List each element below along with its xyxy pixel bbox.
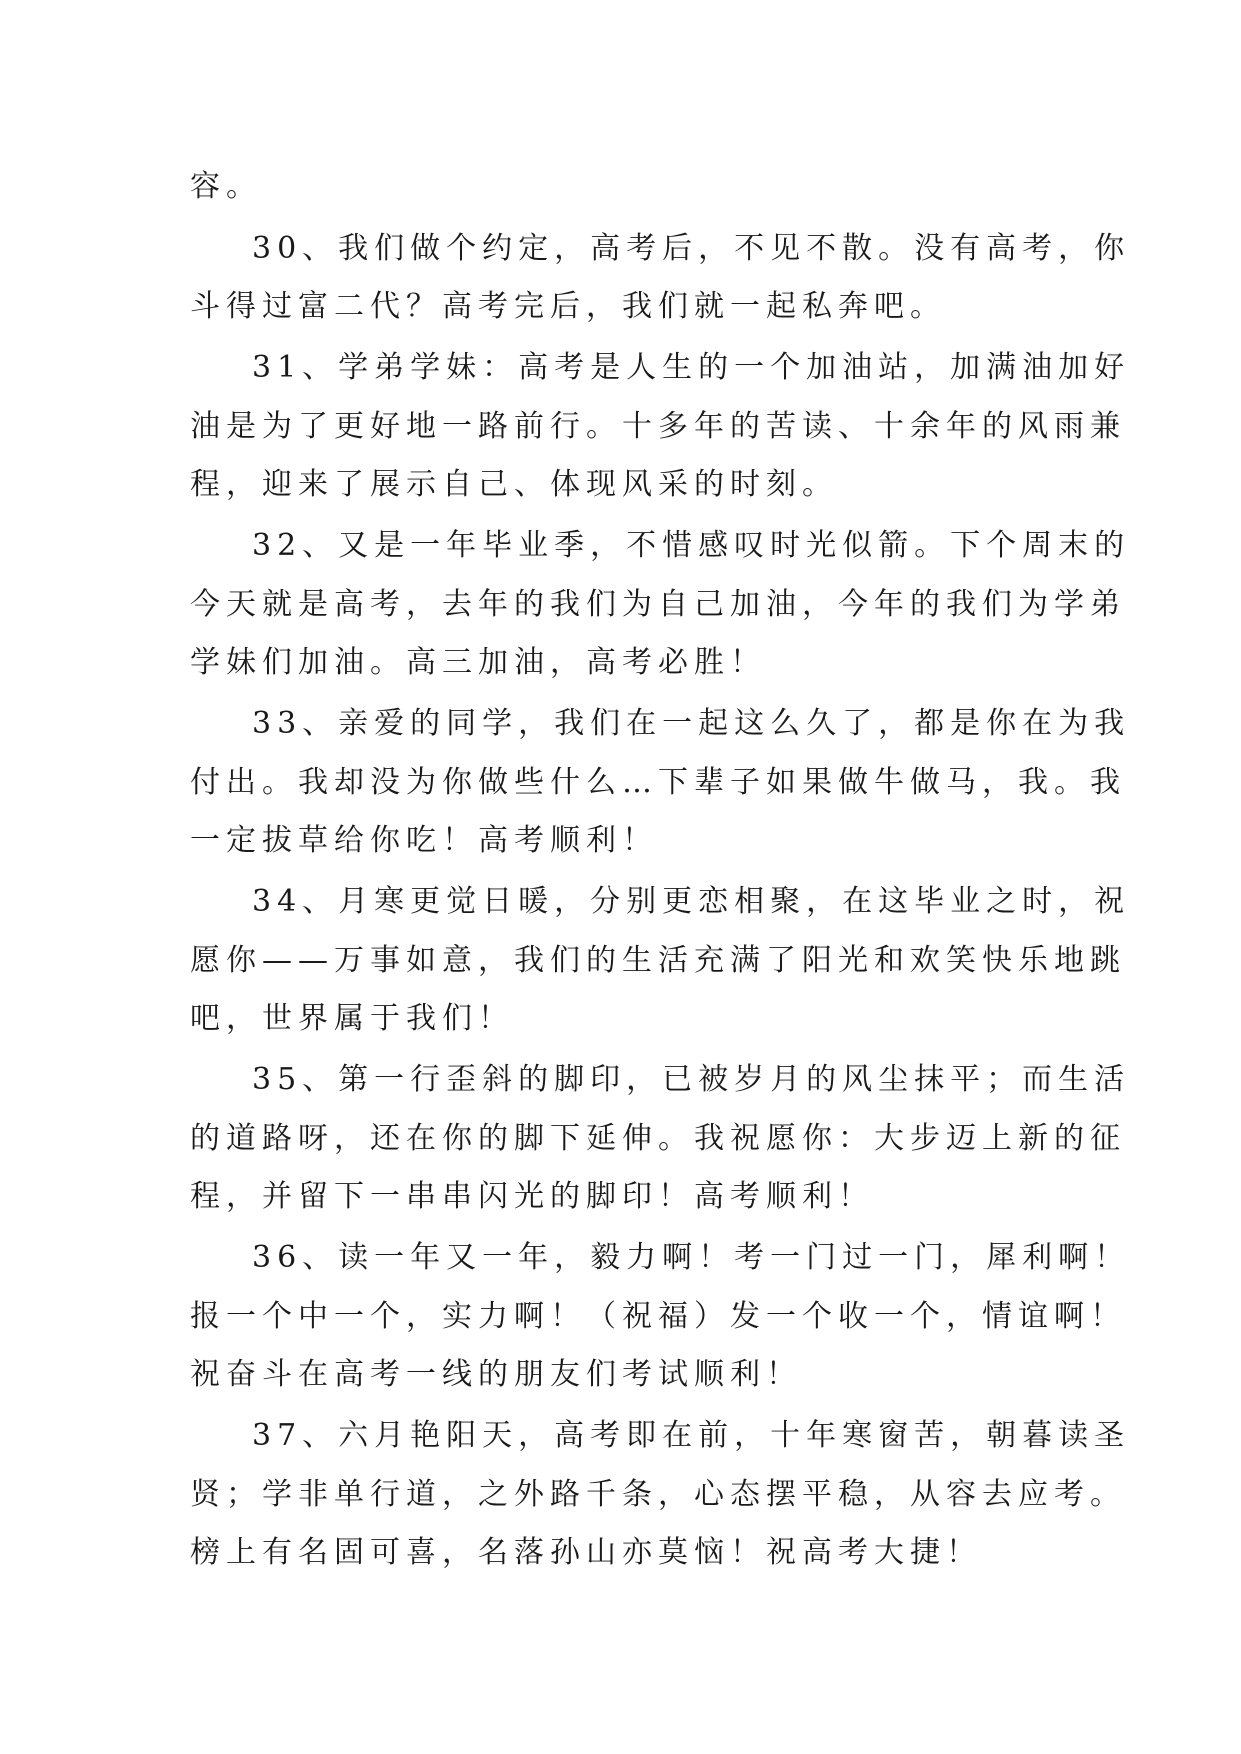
text-line: 油是为了更好地一路前行。十多年的苦读、十余年的风雨兼 (190, 409, 1126, 444)
text-line: 程，迎来了展示自己、体现风采的时刻。 (190, 467, 838, 502)
text-line: 34、月寒更觉日暖，分别更恋相聚，在这毕业之时，祝 (252, 884, 1131, 919)
text-line: 33、亲爱的同学，我们在一起这么久了，都是你在为我 (252, 706, 1131, 741)
text-line: 吧，世界属于我们！ (190, 1001, 514, 1036)
text-line: 愿你——万事如意，我们的生活充满了阳光和欢笑快乐地跳 (190, 943, 1126, 978)
text-line: 30、我们做个约定，高考后，不见不散。没有高考，你 (252, 231, 1131, 266)
text-line: 的道路呀，还在你的脚下延伸。我祝愿你：大步迈上新的征 (190, 1121, 1126, 1156)
text-line: 32、又是一年毕业季，不惜感叹时光似箭。下个周末的 (252, 528, 1131, 563)
text-line: 学妹们加油。高三加油，高考必胜！ (190, 645, 766, 680)
text-line: 斗得过富二代？高考完后，我们就一起私奔吧。 (190, 289, 946, 324)
text-line: 祝奋斗在高考一线的朋友们考试顺利！ (190, 1357, 802, 1392)
text-line: 付出。我却没为你做些什么…下辈子如果做牛做马，我。我 (190, 765, 1126, 800)
text-line: 程，并留下一串串闪光的脚印！高考顺利！ (190, 1179, 874, 1214)
text-line: 31、学弟学妹：高考是人生的一个加油站，加满油加好 (252, 350, 1131, 385)
text-line: 一定拔草给你吃！高考顺利！ (190, 823, 658, 858)
text-line: 35、第一行歪斜的脚印，已被岁月的风尘抹平；而生活 (252, 1062, 1131, 1097)
text-line: 贤；学非单行道，之外路千条，心态摆平稳，从容去应考。 (190, 1477, 1126, 1512)
text-line: 容。 (190, 169, 262, 204)
text-line: 今天就是高考，去年的我们为自己加油，今年的我们为学弟 (190, 587, 1126, 622)
text-line: 36、读一年又一年，毅力啊！考一门过一门，犀利啊！ (252, 1240, 1131, 1275)
text-line: 报一个中一个，实力啊！（祝福）发一个收一个，情谊啊！ (190, 1299, 1126, 1334)
text-line: 榜上有名固可喜，名落孙山亦莫恼！祝高考大捷！ (190, 1535, 982, 1570)
text-line: 37、六月艳阳天，高考即在前，十年寒窗苦，朝暮读圣 (252, 1418, 1131, 1453)
